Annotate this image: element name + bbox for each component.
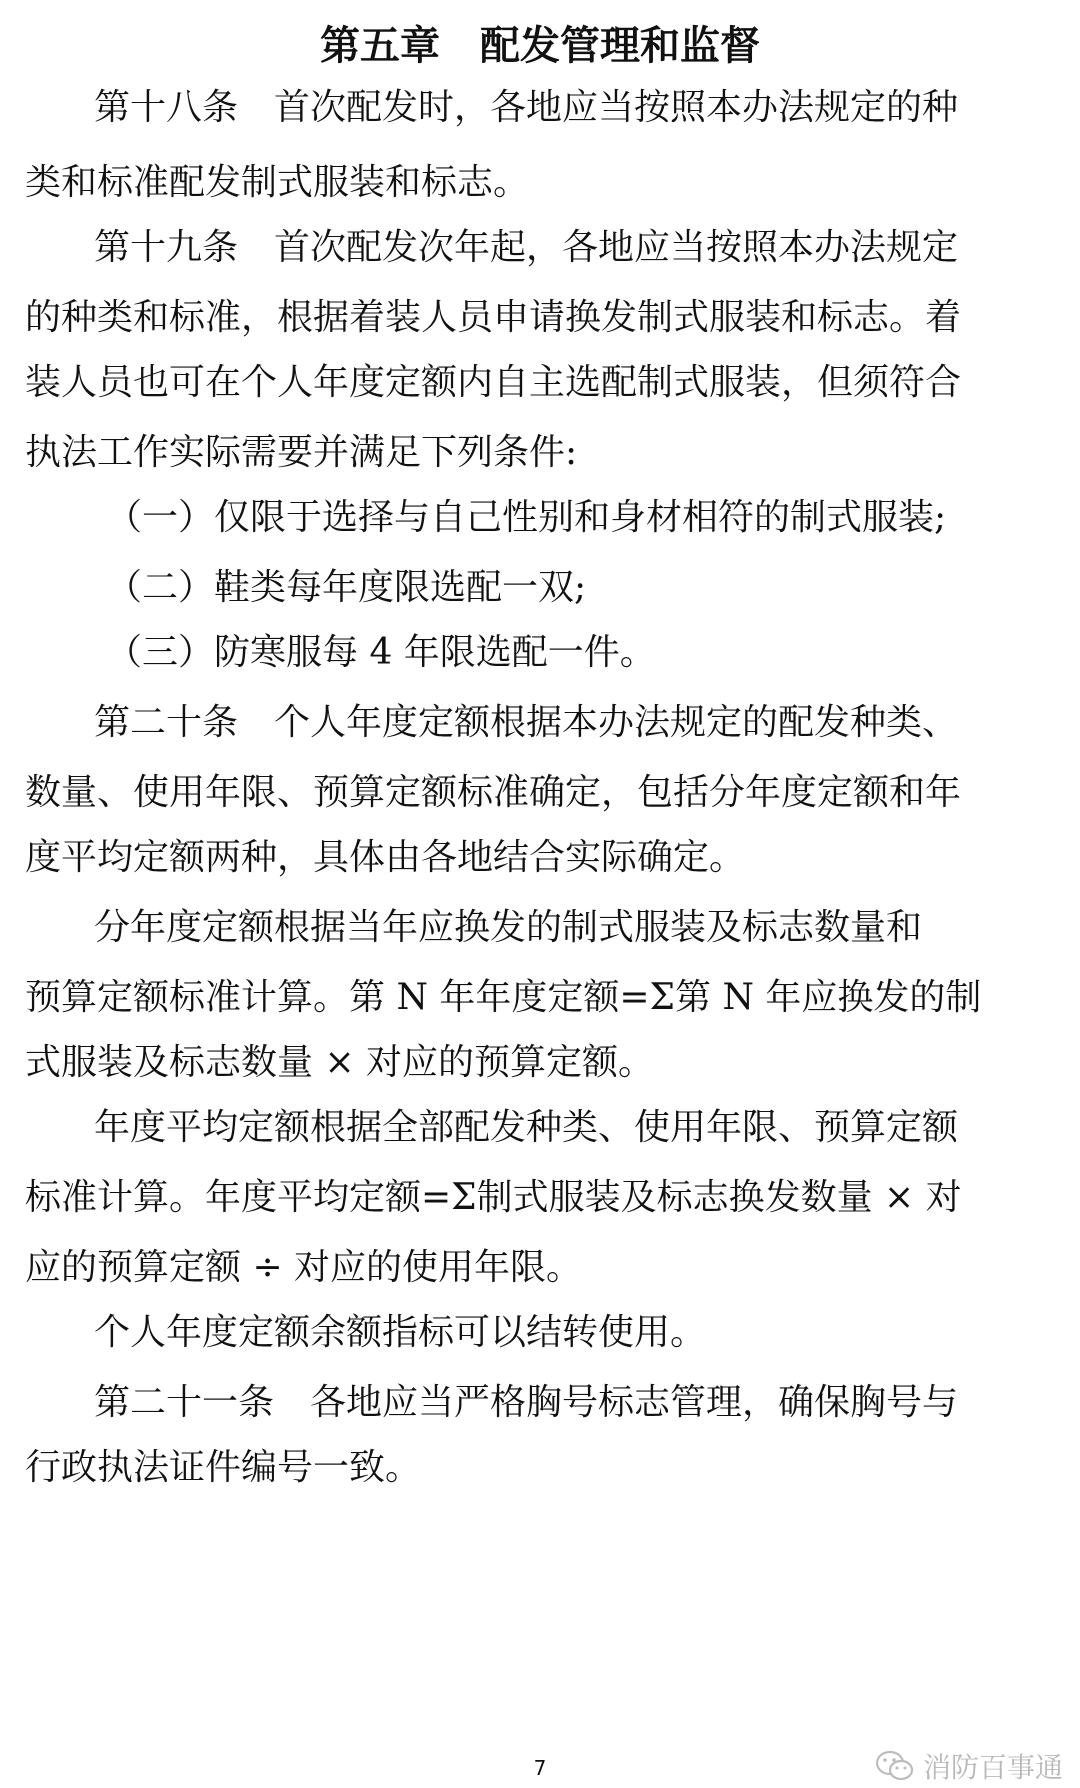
- body-line: 行政执法证件编号一致。: [25, 1447, 422, 1488]
- body-line: 标准计算。年度平均定额=Σ制式服装及标志换发数量 × 对: [25, 1177, 962, 1218]
- body-line: （三）防寒服每 4 年限选配一件。: [106, 632, 656, 673]
- page-number: 7: [533, 1756, 547, 1780]
- body-line: 第十八条 首次配发时，各地应当按照本办法规定的种: [94, 87, 959, 128]
- chapter-title: 第五章 配发管理和监督: [320, 23, 760, 69]
- body-line: 预算定额标准计算。第 N 年年度定额=Σ第 N 年应换发的制: [25, 977, 982, 1018]
- body-line: 第二十条 个人年度定额根据本办法规定的配发种类、: [94, 702, 959, 743]
- body-line: 装人员也可在个人年度定额内自主选配制式服装，但须符合: [25, 362, 962, 403]
- body-line: 的种类和标准，根据着装人员申请换发制式服装和标志。着: [25, 297, 962, 338]
- body-line: 第二十一条 各地应当严格胸号标志管理，确保胸号与: [94, 1382, 959, 1423]
- body-line: 年度平均定额根据全部配发种类、使用年限、预算定额: [94, 1107, 959, 1148]
- body-line: 式服装及标志数量 × 对应的预算定额。: [25, 1042, 655, 1083]
- body-line: 第十九条 首次配发次年起，各地应当按照本办法规定: [94, 227, 959, 268]
- body-line: 类和标准配发制式服装和标志。: [25, 162, 530, 203]
- body-line: 个人年度定额余额指标可以结转使用。: [94, 1312, 707, 1353]
- body-line: （一）仅限于选择与自己性别和身材相符的制式服装;: [106, 497, 947, 538]
- body-line: 执法工作实际需要并满足下列条件:: [25, 432, 578, 473]
- body-line: 分年度定额根据当年应换发的制式服装及标志数量和: [94, 907, 923, 948]
- body-line: （二）鞋类每年度限选配一双;: [106, 567, 587, 608]
- body-line: 应的预算定额 ÷ 对应的使用年限。: [25, 1247, 583, 1288]
- body-line: 度平均定额两种，具体由各地结合实际确定。: [25, 837, 746, 878]
- watermark: [875, 1744, 1075, 1788]
- body-line: 数量、使用年限、预算定额标准确定，包括分年度定额和年: [25, 772, 962, 813]
- watermark-text: 消防百事通: [923, 1751, 1064, 1784]
- wechat-icon: [875, 1749, 915, 1783]
